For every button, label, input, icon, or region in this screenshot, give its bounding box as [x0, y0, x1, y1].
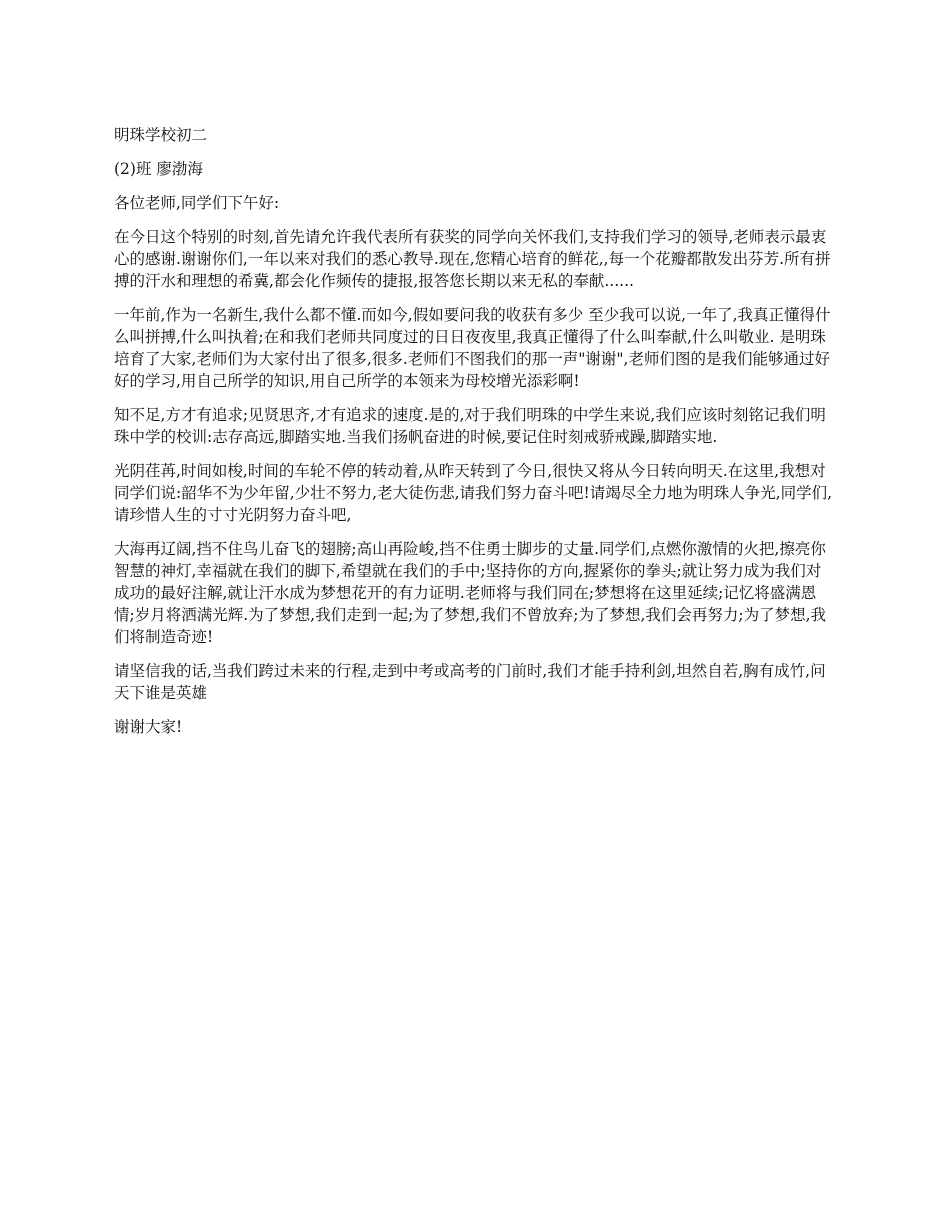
paragraph-3: 知不足,方才有追求;见贤思齐,才有追求的速度.是的,对于我们明珠的中学生来说,我们应该时刻铭记我们明珠中学的校训:志存高远,脚踏实地.当我们扬帆奋进的时候,要记住时刻戒骄戒躁,脚踏实地. [114, 406, 826, 446]
heading-school: 明珠学校初二 [114, 126, 208, 144]
paragraph-5: 大海再辽阔,挡不住鸟儿奋飞的翅膀;高山再险峻,挡不住勇士脚步的丈量.同学们,点燃你激情的火把,擦亮你智慧的神灯,幸福就在我们的脚下,希望就在我们的手中;坚持你的方向,握紧你的拳头;就让努力成为我们对成功的最好注解,就让汗水成为梦想花开的有力证明.老师将与我们同在;梦想将在这里延续;记忆将盛满恩情;岁月将洒满光辉.为了梦想,我们走到一起;为了梦想,我们不曾放弃;为了梦想,我们会再努力;为了梦想,我们将制造奇迹! [114, 540, 827, 646]
paragraph-6: 请坚信我的话,当我们跨过未来的行程,走到中考或高考的门前时,我们才能手持利剑,坦然自若,胸有成竹,问天下谁是英雄 [114, 662, 826, 702]
paragraph-1: 在今日这个特别的时刻,首先请允许我代表所有获奖的同学向关怀我们,支持我们学习的领导,老师表示最衷心的感谢.谢谢你们,一年以来对我们的悉心教导.现在,您精心培育的鲜花,,每一个花瓣都散发出芬芳.所有拼搏的汗水和理想的希冀,都会化作频传的捷报,报答您长期以来无私的奉献...... [114, 228, 831, 290]
closing: 谢谢大家! [114, 718, 183, 736]
paragraph-4: 光阴荏苒,时间如梭,时间的车轮不停的转动着,从昨天转到了今日,很快又将从今日转向明天.在这里,我想对同学们说:韶华不为少年留,少壮不努力,老大徒伤悲,请我们努力奋斗吧!请竭尽全力地为明珠人争光,同学们,请珍惜人生的寸寸光阴努力奋斗吧, [114, 462, 833, 524]
document-body [114, 124, 836, 750]
heading-class-author: (2)班 廖渤海 [114, 160, 203, 178]
greeting: 各位老师,同学们下午好: [114, 194, 280, 212]
paragraph-2: 一年前,作为一名新生,我什么都不懂.而如今,假如要问我的收获有多少 至少我可以说,一年了,我真正懂得什么叫拼搏,什么叫执着;在和我们老师共同度过的日日夜夜里,我真正懂得了什么叫奉献,什么叫敬业. 是明珠培育了大家,老师们为大家付出了很多,很多.老师们不图我们的那一声"谢谢",老师们图的是我们能够通过好好的学习,用自己所学的知识,用自己所学的本领来为母校增光添彩啊! [114, 306, 831, 390]
